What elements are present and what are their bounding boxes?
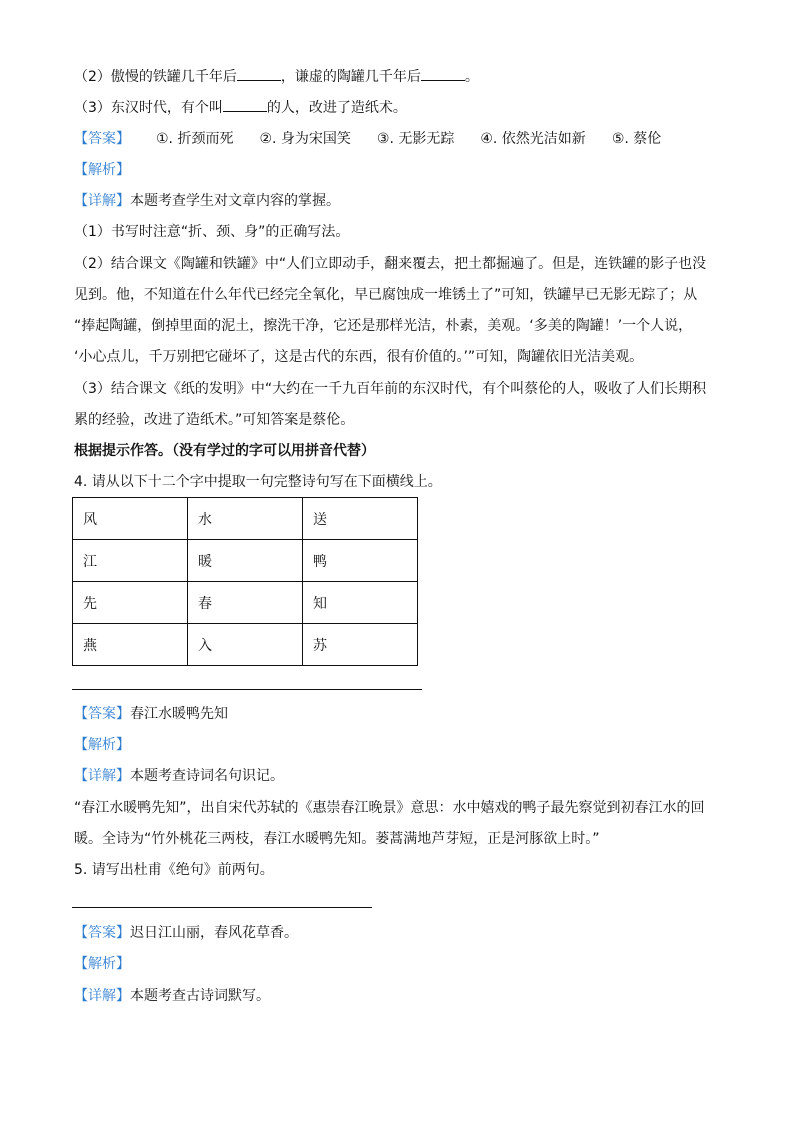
explanation-line: ‘小心点儿，千万别把它碰坏了，这是古代的东西，很有价值的。’”可知，陶罐依旧光洁美观。 [74,349,644,365]
detail-row-1 [74,191,724,211]
answer-text: 迟日江山丽，春风花草香。 [130,925,298,941]
table-cell: 江 [73,540,188,582]
answer-item: ④. 依然光洁如新 [480,131,586,147]
answer-item: ①. 折颈而死 [156,131,234,147]
analysis-label: 【解析】 [74,956,130,972]
question-5-prompt: 5. 请写出杜甫《绝句》前两句。 [74,862,274,878]
detail-label: 【详解】 [74,193,130,209]
answer-item: ③. 无影无踪 [376,131,455,147]
explanation-line: （3）结合课文《纸的发明》中“大约在一千九百年前的东汉时代，有个叫蔡伦的人，吸收了人们长期积 [74,381,707,397]
answer-blank [421,66,465,81]
table-row [73,540,418,582]
table-row [73,498,418,540]
answer-item: ②. 身为宋国笑 [259,131,351,147]
explanation-line: （2）结合课文《陶罐和铁罐》中“人们立即动手，翻来覆去，把土都掘遍了。但是，连铁罐的影子也没 [74,256,707,272]
table-row [73,624,418,666]
question-4-prompt: 4. 请从以下十二个字中提取一句完整诗句写在下面横线上。 [74,474,442,490]
detail-text: 本题考查学生对文章内容的掌握。 [130,193,340,209]
detail-row-5 [74,986,724,1006]
detail-row-4 [74,766,724,786]
question-2-text-a: （2）傲慢的铁罐几千年后 [74,69,237,85]
answer-item: ⑤. 蔡伦 [611,131,662,147]
explanation-line: “春江水暖鸭先知”，出自宋代苏轼的《惠崇春江晚景》意思：水中嬉戏的鸭子最先察觉到初春江水的回 [74,800,705,816]
explanation-line: 见到。他，不知道在什么年代已经完全氧化，早已腐蚀成一堆锈土了”可知，铁罐早已无影无踪了；从 [74,287,698,303]
detail-text: 本题考查古诗词默写。 [130,988,270,1004]
answer-text: 春江水暖鸭先知 [130,706,228,722]
table-row [73,582,418,624]
answer-label: 【答案】 [74,925,130,941]
explanation-line: （1）书写时注意“折、颈、身”的正确写法。 [74,224,350,240]
section-heading: 根据提示作答。（没有学过的字可以用拼音代替） [74,443,375,459]
question-2-line [74,66,724,87]
table-cell: 暖 [188,540,303,582]
answer-row-4 [74,704,724,724]
answer-label: 【答案】 [74,706,130,722]
detail-text: 本题考查诗词名句识记。 [130,768,284,784]
table-cell: 入 [188,624,303,666]
character-table [72,497,418,666]
explanation-line: “捧起陶罐，倒掉里面的泥土，擦洗干净，它还是那样光洁，朴素，美观。‘多美的陶罐！’一个人说， [74,318,693,334]
explanation-line: 累的经验，改进了造纸术。”可知答案是蔡伦。 [74,412,355,428]
table-cell: 先 [73,582,188,624]
detail-label: 【详解】 [74,768,130,784]
question-3-line [74,97,724,118]
table-cell: 送 [303,498,418,540]
question-2-text-c: 。 [464,69,479,85]
answer-blank [223,97,267,112]
question-2-text-b: ，谦虚的陶罐几千年后 [280,69,421,85]
answer-row-5 [74,923,724,943]
answer-line [72,907,372,908]
answer-line [72,689,422,690]
table-cell: 苏 [303,624,418,666]
explanation-line: 暖。全诗为“竹外桃花三两枝，春江水暖鸭先知。蒌蒿满地芦芽短，正是河豚欲上时。” [74,831,600,847]
table-cell: 知 [303,582,418,624]
detail-label: 【详解】 [74,988,130,1004]
analysis-label: 【解析】 [74,737,130,753]
answer-blank [237,66,281,81]
table-cell: 燕 [73,624,188,666]
table-cell: 风 [73,498,188,540]
answer-label: 【答案】 [74,131,130,147]
table-cell: 鸭 [303,540,418,582]
table-cell: 春 [188,582,303,624]
question-3-text-a: （3）东汉时代，有个叫 [74,100,223,116]
analysis-label: 【解析】 [74,162,130,178]
answer-row-1 [74,129,724,149]
question-3-text-b: 的人，改进了造纸术。 [266,100,407,116]
table-cell: 水 [188,498,303,540]
